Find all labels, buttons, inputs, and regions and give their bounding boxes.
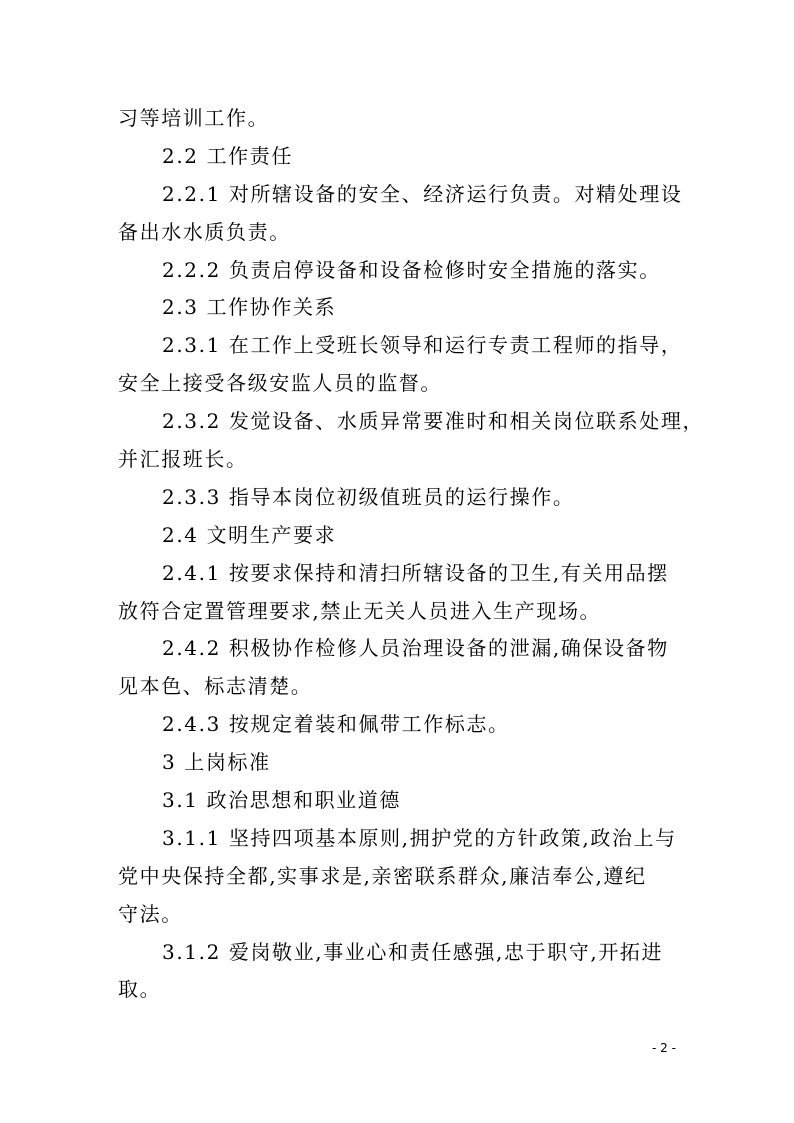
paragraph-line: 2.3.2 发觉设备、水质异常要准时和相关岗位联系处理， [162, 409, 705, 434]
text-line: 习等培训工作。 [118, 106, 270, 130]
section-heading: 2.3 工作协作关系 [162, 295, 337, 320]
body-text [118, 100, 705, 1009]
paragraph-line: 2.3.1 在工作上受班长领导和运行专责工程师的指导， [162, 333, 683, 358]
text-line: 备出水水质负责。 [118, 219, 291, 244]
paragraph-line: 2.4.1 按要求保持和清扫所辖设备的卫生,有关用品摆 [162, 560, 669, 585]
paragraph-line: 2.4.2 积极协作检修人员治理设备的泄漏,确保设备物 [162, 636, 669, 661]
section-heading: 2.4 文明生产要求 [162, 522, 337, 547]
paragraph-line: 2.2.1 对所辖设备的安全、经济运行负责。对精处理设 [162, 181, 683, 206]
section-heading: 3.1 政治思想和职业道德 [162, 788, 401, 813]
text-line: 党中央保持全都,实事求是,亲密联系群众,廉洁奉公,遵纪 [118, 863, 647, 888]
paragraph-line: 3.1.1 坚持四项基本原则,拥护党的方针政策,政治上与 [162, 825, 677, 850]
text-line: 安全上接受各级安监人员的监督。 [118, 371, 442, 396]
section-heading: 3 上岗标准 [162, 750, 271, 775]
paragraph-line: 2.4.3 按规定着装和佩带工作标志。 [162, 712, 510, 737]
paragraph-line: 2.2.2 负责启停设备和设备检修时安全措施的落实。 [162, 257, 661, 282]
paragraph-line: 3.1.2 爱岗敬业,事业心和责任感强,忠于职守,开拓进 [162, 939, 664, 964]
text-line: 守法。 [118, 901, 183, 926]
paragraph-line: 2.3.3 指导本岗位初级值班员的运行操作。 [162, 484, 575, 509]
text-line: 放符合定置管理要求,禁止无关人员进入生产现场。 [118, 598, 602, 623]
page-number: - 2 - [652, 1041, 676, 1055]
text-line: 并汇报班长。 [118, 447, 248, 472]
section-heading: 2.2 工作责任 [162, 143, 293, 168]
text-line: 见本色、标志清楚。 [118, 674, 313, 699]
text-line: 取。 [118, 977, 162, 1002]
